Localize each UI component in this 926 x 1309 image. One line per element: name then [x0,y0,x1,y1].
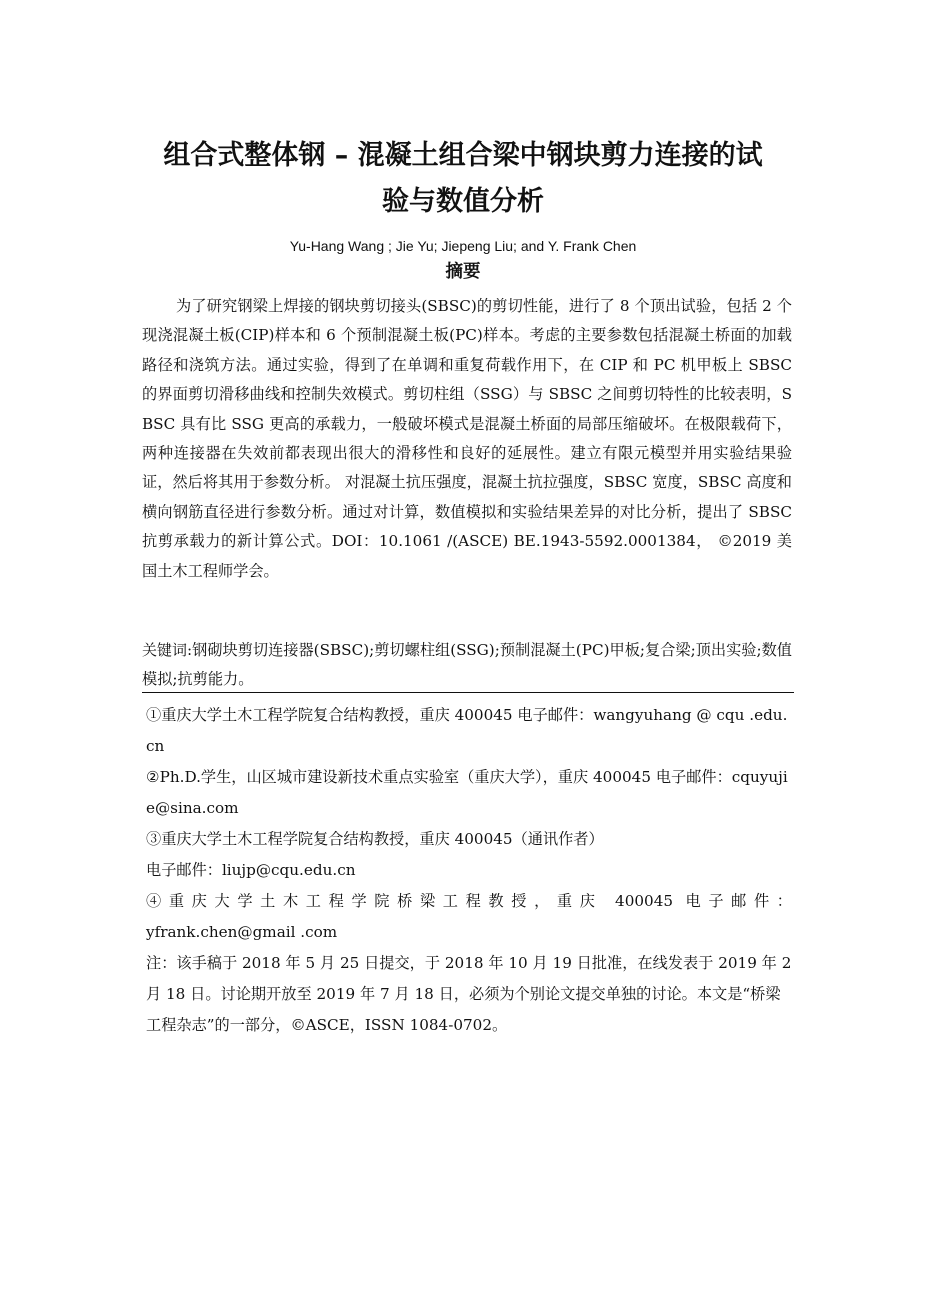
abstract-text: 为了研究钢梁上焊接的钢块剪切接头(SBSC)的剪切性能，进行了 8 个顶出试验，包括 2 个现浇混凝土板(CIP)样本和 6 个预制混凝土板(PC)样本。考虑的主要参数包括混凝土桥面的加载路径和浇筑方法。通过实验，得到了在单调和重复荷载作用下，在 CIP 和 PC 机甲板上 SBSC 的界面剪切滑移曲线和控制失效模式。剪切柱组（SSG）与 SBSC 之间剪切特性的比较表明，SBSC 具有比 SSG 更高的承载力，一般破坏模式是混凝土桥面的局部压缩破坏。在极限载荷下，两种连接器在失效前都表现出很大的滑移性和良好的延展性。建立有限元模型并用实验结果验证，然后将其用于参数分析。 对混凝土抗压强度，混凝土抗拉强度，SBSC 宽度，SBSC 高度和横向钢筋直径进行参数分析。通过对计算，数值模拟和实验结果差异的对比分析，提出了 SBSC 抗剪承载力的新计算公式。DOI：10.1061 /(ASCE) BE.1943-5592.0001384， ©2019 美国土木工程师学会。 [142,297,792,580]
footnote-list [146,700,792,1041]
keywords-label: 关键词 [142,641,188,659]
footnote-author-4: ④重庆大学土木工程学院桥梁工程教授，重庆 400045 电子邮件： [146,892,792,910]
paper-title-line-1: 组合式整体钢 – 混凝土组合梁中钢块剪力连接的试 [163,140,763,171]
footnote-note: 注：该手稿于 2018 年 5 月 25 日提交，于 2018 年 10 月 19 日批准，在线发表于 2019 年 2 月 18 日。讨论期开放至 2019 年 7 月 18 日，必须为个别论文提交单独的讨论。本文是“桥梁工程杂志”的一部分，©ASCE，ISSN 1084-0702。 [146,954,792,1034]
footnote-divider [142,692,794,693]
footnote-author-3: ③重庆大学土木工程学院复合结构教授，重庆 400045（通讯作者） [146,830,604,848]
abstract-heading: 摘要 [445,262,481,282]
keywords [142,636,792,695]
footnote-author-2: ②Ph.D.学生，山区城市建设新技术重点实验室（重庆大学），重庆 400045 电子邮件：cquyujie@sina.com [146,768,788,817]
footnote-author-3-email: 电子邮件：liujp@cqu.edu.cn [146,861,356,879]
footnote-author-1: ①重庆大学土木工程学院复合结构教授，重庆 400045 电子邮件：wangyuhang @ cqu .edu.cn [146,706,788,755]
author-list: Yu-Hang Wang ; Jie Yu; Jiepeng Liu; and Y. Frank Chen [289,238,637,254]
footnote-author-4-email: yfrank.chen@gmail .com [146,923,338,941]
paper-title-line-2: 验与数值分析 [382,186,544,217]
keywords-text: :钢砌块剪切连接器(SBSC);剪切螺柱组(SSG);预制混凝土(PC)甲板;复合梁;顶出实验;数值模拟;抗剪能力。 [142,641,792,689]
paper-title [100,133,826,225]
